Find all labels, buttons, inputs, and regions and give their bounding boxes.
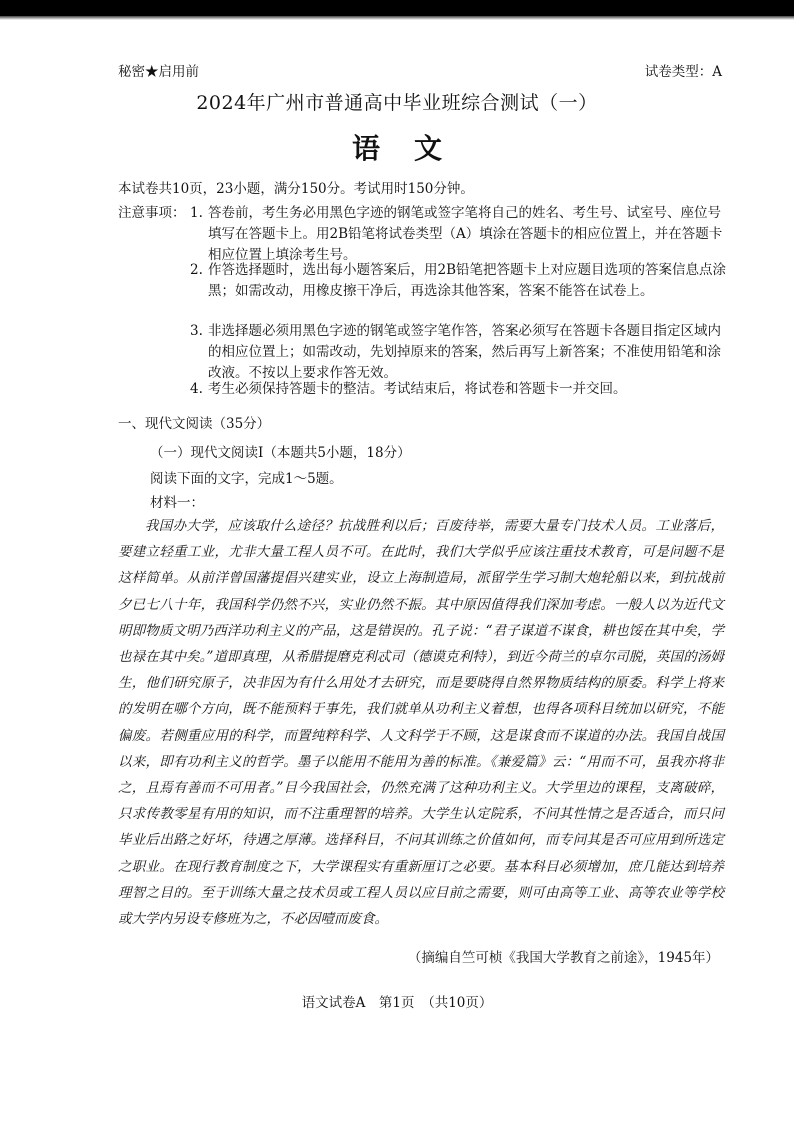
note-number: 2.	[190, 262, 203, 278]
note-number: 1.	[190, 205, 203, 221]
scan-edge-fade	[0, 16, 794, 20]
exam-title: 2024年广州市普通高中毕业班综合测试（一）	[196, 92, 598, 114]
note-text: 考生必须保持答题卡的整洁。考试结束后，将试卷和答题卡一并交回。	[208, 381, 627, 397]
note-text: 非选择题必须用黑色字迹的钢笔或签字笔作答，答案必须写在答题卡各题目指定区域内的相应位置上；如需改动，先划掉原来的答案，然后再写上新答案；不准使用铅笔和涂改液。不按以上要求作答无效。	[208, 323, 721, 381]
passage-source: （摘编自竺可桢《我国大学教育之前途》，1945年）	[407, 950, 719, 966]
note-number: 4.	[190, 381, 203, 397]
exam-intro: 本试卷共10页，23小题，满分150分。考试用时150分钟。	[118, 181, 474, 197]
reading-passage: 我国办大学，应该取什么途径？抗战胜利以后；百废待举，需要大量专门技术人员。工业落后，要建立轻重工业，尤非大量工程人员不可。在此时，我们大学似乎应该注重技术教育，可是问题不是这样简单。从前洋曾国藩提倡兴建实业，设立上海制造局，派留学生学习制大炮轮船以来，到抗战前夕已七八十年，我国科学仍然不兴，实业仍然不振。其中原因值得我们深加考虑。一般人以为近代文明即物质文明乃西洋功利主义的产品，这是错误的。孔子说：“君子谋道不谋食，耕也馁在其中矣，学也禄在其中矣。”道即真理，从希腊提磨克利忒司（德谟克利特），到近今荷兰的卓尔司脱，英国的汤姆生，他们研究原子，决非因为有什么用处才去研究，而是要晓得自然界物质结构的原委。科学上将来的发明在哪个方向，既不能预料于事先，我们就单从功利主义着想，也得各项科目统加以研究，不能偏废。若侧重应用的科学，而置纯粹科学、人文科学于不顾，这是谋食而不谋道的办法。我国自战国以来，即有功利主义的哲学。墨子以能用不能用为善的标准。《兼爱篇》云：“用而不可，虽我亦将非之，且焉有善而不可用者。”目今我国社会，仍然充满了这种功利主义。大学里边的课程，支离破碎，只求传教零星有用的知识，而不注重理智的培养。大学生认定院系，不问其性情之是否适合，而只问毕业后出路之好坏，待遇之厚薄。选择科目，不问其训练之价值如何，而专问其是否可应用到所选定之职业。在现行教育制度之下，大学课程实有重新厘订之必要。基本科目必须增加，庶几能达到培养理智之目的。至于训练大量之技术员或工程人员以应目前之需要，则可由高等工业、高等农业等学校或大学内另设专修班为之，不必因噎而废食。	[118, 518, 724, 928]
paper-type: 试卷类型：A	[644, 64, 722, 80]
page-footer: 语文试卷A 第1页 （共10页）	[301, 995, 493, 1011]
section-subheading: （一）现代文阅读Ⅰ（本题共5小题，18分）	[150, 445, 411, 461]
notes-label: 注意事项：	[118, 205, 186, 221]
reading-instruction: 阅读下面的文字，完成1～5题。	[150, 471, 343, 487]
section-heading: 一、现代文阅读（35分）	[118, 416, 271, 432]
note-text: 作答选择题时，选出每小题答案后，用2B铅笔把答题卡上对应题目选项的答案信息点涂黑；如需改动，用橡皮擦干净后，再选涂其他答案，答案不能答在试卷上。	[208, 262, 727, 299]
material-label: 材料一：	[150, 495, 204, 511]
secret-label: 秘密★启用前	[118, 64, 199, 80]
scan-edge	[0, 0, 794, 16]
note-text: 答卷前，考生务必用黑色字迹的钢笔或签字笔将自己的姓名、考生号、试室号、座位号填写在答题卡上。用2B铅笔将试卷类型（A）填涂在答题卡的相应位置上，并在答题卡相应位置上填涂考生号。	[208, 205, 723, 263]
note-number: 3.	[190, 323, 203, 339]
header-line	[118, 60, 722, 80]
subject-title: 语文	[351, 132, 476, 165]
